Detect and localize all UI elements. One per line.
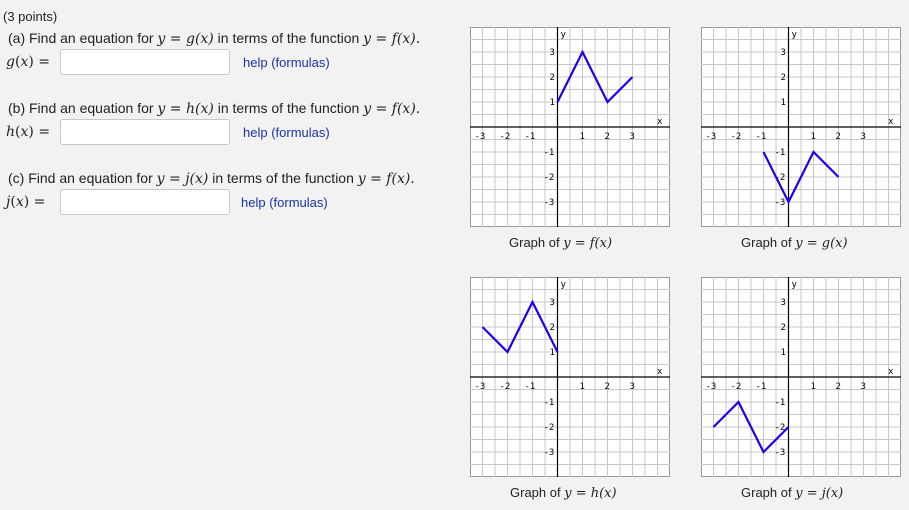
x-tick-label: 1 — [579, 382, 585, 392]
caption-f: Graph of y = f(x) — [509, 235, 613, 251]
x-tick-label: -1 — [524, 132, 536, 142]
y-tick-label: 1 — [780, 348, 786, 358]
y-axis-label: y — [791, 280, 797, 290]
x-tick-label: 2 — [604, 132, 610, 142]
x-tick-label: -1 — [524, 382, 536, 392]
y-tick-label: -1 — [543, 398, 555, 408]
y-tick-label: 2 — [780, 73, 786, 83]
x-tick-label: -2 — [730, 382, 742, 392]
x-tick-label: 2 — [835, 132, 841, 142]
graph-j — [701, 277, 901, 482]
x-tick-label: -3 — [474, 132, 486, 142]
x-tick-label: 2 — [604, 382, 610, 392]
y-axis-label: y — [560, 30, 566, 40]
x-tick-label: 2 — [835, 382, 841, 392]
question-b-fn: h — [185, 101, 195, 117]
y-tick-label: -2 — [543, 173, 555, 183]
x-tick-label: -2 — [730, 132, 742, 142]
y-tick-label: 1 — [549, 98, 555, 108]
graph-f-svg — [470, 27, 670, 227]
y-tick-label: -2 — [543, 423, 555, 433]
x-tick-label: -2 — [499, 132, 511, 142]
y-tick-label: 1 — [780, 98, 786, 108]
graph-g — [701, 27, 901, 232]
question-c: (c) Find an equation for y = j(x) in terms of the function y = f(x). — [8, 170, 415, 187]
x-tick-label: -3 — [705, 382, 717, 392]
answer-a-lhs: g(x) = — [6, 54, 50, 70]
answer-b-lhs: h(x) = — [6, 124, 51, 140]
x-tick-label: 1 — [579, 132, 585, 142]
y-tick-label: 3 — [549, 48, 555, 58]
x-tick-label: 3 — [629, 382, 635, 392]
question-a-fn: g — [185, 31, 195, 47]
x-tick-label: 3 — [629, 132, 635, 142]
question-c-fn: j — [185, 171, 190, 187]
answer-row-b — [6, 119, 230, 145]
y-tick-label: 2 — [549, 323, 555, 333]
x-tick-label: -1 — [755, 382, 767, 392]
help-formulas-link-b[interactable]: help (formulas) — [243, 125, 330, 140]
points-label: (3 points) — [3, 9, 58, 24]
y-tick-label: -2 — [774, 173, 786, 183]
caption-j: Graph of y = j(x) — [741, 485, 844, 501]
question-c-suffix: in terms of the function — [208, 170, 358, 186]
graph-g-svg — [701, 27, 901, 227]
y-tick-label: -1 — [543, 148, 555, 158]
x-tick-label: 3 — [860, 382, 866, 392]
help-formulas-link-a[interactable]: help (formulas) — [243, 55, 330, 70]
answer-row-c — [6, 189, 230, 215]
answer-c-lhs: j(x) = — [6, 194, 46, 210]
y-tick-label: 3 — [780, 48, 786, 58]
y-axis-label: y — [560, 280, 566, 290]
x-tick-label: 1 — [810, 382, 816, 392]
y-tick-label: -1 — [774, 148, 786, 158]
x-tick-label: -2 — [499, 382, 511, 392]
y-tick-label: -3 — [774, 448, 786, 458]
question-a-text: (a) Find an equation for — [8, 30, 158, 46]
y-tick-label: -2 — [774, 423, 786, 433]
question-a-suffix: in terms of the function — [213, 30, 364, 46]
y-tick-label: 3 — [549, 298, 555, 308]
x-axis-label: x — [657, 117, 663, 127]
answer-c-input[interactable] — [60, 189, 230, 215]
answer-a-input[interactable] — [60, 49, 230, 75]
caption-g: Graph of y = g(x) — [741, 235, 848, 251]
graph-f — [470, 27, 670, 232]
x-axis-label: x — [888, 117, 894, 127]
question-c-text: (c) Find an equation for — [8, 170, 157, 186]
help-formulas-link-c[interactable]: help (formulas) — [241, 195, 328, 210]
y-tick-label: -1 — [774, 398, 786, 408]
question-b-text: (b) Find an equation for — [8, 100, 158, 116]
question-a: (a) Find an equation for y = g(x) in terms of the function y = f(x). — [8, 30, 421, 47]
y-tick-label: -3 — [774, 198, 786, 208]
x-tick-label: -1 — [755, 132, 767, 142]
x-tick-label: 1 — [810, 132, 816, 142]
question-b: (b) Find an equation for y = h(x) in terms of the function y = f(x). — [8, 100, 421, 117]
y-tick-label: 1 — [549, 348, 555, 358]
y-tick-label: 3 — [780, 298, 786, 308]
graph-h — [470, 277, 670, 482]
y-axis-label: y — [791, 30, 797, 40]
graph-j-svg — [701, 277, 901, 477]
y-tick-label: -3 — [543, 448, 555, 458]
x-tick-label: 3 — [860, 132, 866, 142]
y-tick-label: 2 — [549, 73, 555, 83]
x-tick-label: -3 — [705, 132, 717, 142]
caption-h: Graph of y = h(x) — [510, 485, 617, 501]
x-axis-label: x — [657, 367, 663, 377]
graph-h-svg — [470, 277, 670, 477]
answer-row-a — [6, 49, 230, 75]
y-tick-label: 2 — [780, 323, 786, 333]
answer-b-input[interactable] — [60, 119, 230, 145]
x-tick-label: -3 — [474, 382, 486, 392]
question-b-suffix: in terms of the function — [213, 100, 364, 116]
y-tick-label: -3 — [543, 198, 555, 208]
x-axis-label: x — [888, 367, 894, 377]
